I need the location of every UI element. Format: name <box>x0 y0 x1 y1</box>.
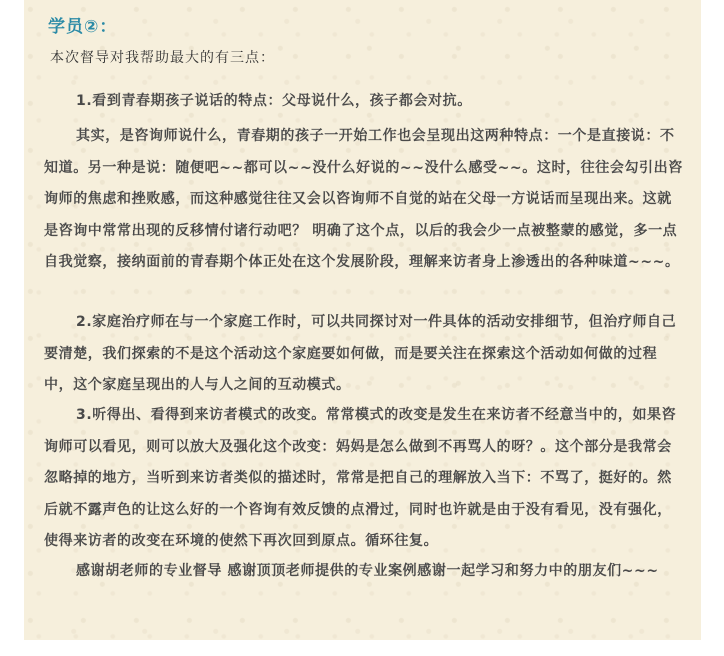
student-heading: 学员②： <box>48 17 118 37</box>
point-three: 3.听得出、看得到来访者模式的改变。常常模式的改变是发生在来访者不经意当中的，如果咨询师可以看见，则可以放大及强化这个改变：妈妈是怎么做到不再骂人的呀？。这个部分是我常会忽略掉的地方，当听到来访者类似的描述时，常常是把自己的理解放入当下：不骂了，挺好的。然后就不露声色的让这么好的一个咨询有效反馈的点滑过，同时也许就是由于没有看见，没有强化，使得来访者的改变在环境的使然下再次回到原点。循环往复。 <box>44 407 677 549</box>
intro-text: 本次督导对我帮助最大的有三点： <box>50 50 275 66</box>
point-one: 1.看到青春期孩子说话的特点：父母说什么，孩子都会对抗。 <box>76 93 472 109</box>
point-two: 2.家庭治疗师在与一个家庭工作时，可以共同探讨对一件具体的活动安排细节，但治疗师自己要清楚，我们探索的不是这个活动这个家庭要如何做，而是要关注在探索这个活动如何做的过程中，这个家庭呈现出的人与人之间的互动模式。 <box>44 314 677 393</box>
point-one-detail: 其实，是咨询师说什么，青春期的孩子一开始工作也会呈现出这两种特点：一个是直接说：不知道。另一种是说：随便吧~~都可以~~没什么好说的~~没什么感受~~。这时，往往会勾引出咨询师的焦虑和挫败感，而这种感觉往往又会以咨询师不自觉的站在父母一方说话而呈现出来。这就是咨询中常常出现的反移情付诸行动吧？ 明确了这个点，以后的我会少一点被整蒙的感觉，多一点自我觉察，接纳面前的青春期个体正处在这个发展阶段，理解来访者身上渗透出的各种味道~~~。 <box>44 128 683 270</box>
thanks-text: 感谢胡老师的专业督导 感谢顶顶老师提供的专业案例感谢一起学习和努力中的朋友们~~~ <box>76 563 659 579</box>
